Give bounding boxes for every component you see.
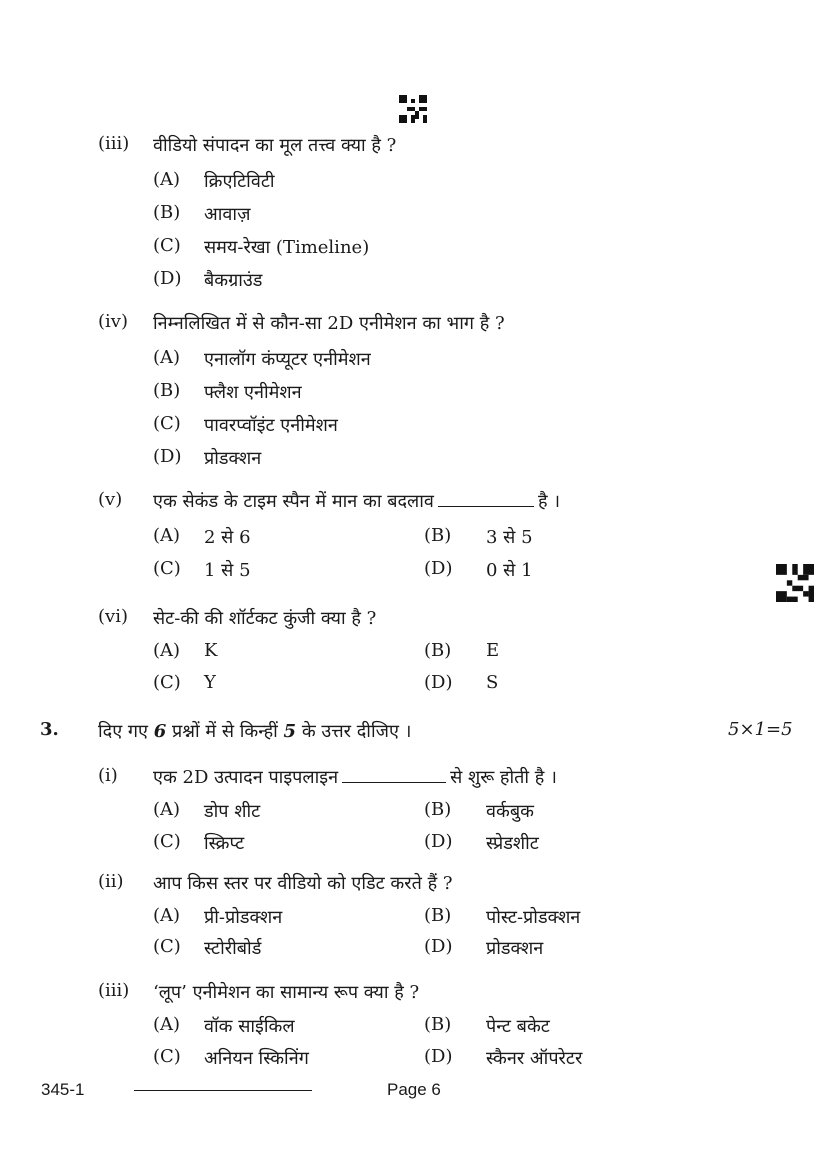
question-number: (iii) [98, 980, 130, 1001]
option-text: स्क्रिप्ट [204, 833, 245, 854]
paper-code: 345-1 [41, 1080, 85, 1099]
question-text: निम्नलिखित में से कौन-सा 2D एनीमेशन का भाग है ? [153, 313, 505, 334]
option-text: क्रिएटिविटी [204, 171, 275, 192]
option-label: (A) [153, 799, 181, 820]
option-text: स्कैनर ऑपरेटर [486, 1048, 583, 1069]
question-number: (iv) [98, 311, 128, 332]
option-text: 0 से 1 [486, 560, 533, 581]
option-text: फ्लैश एनीमेशन [204, 382, 302, 403]
option-text: समय-रेखा (Timeline) [204, 237, 370, 258]
option-text: S [486, 672, 499, 693]
option-label: (A) [153, 640, 181, 661]
option-text: पेन्ट बकेट [486, 1016, 550, 1037]
option-label: (C) [153, 672, 181, 693]
question-number: (i) [98, 765, 118, 786]
option-label: (A) [153, 169, 181, 190]
question-number: (v) [98, 489, 123, 510]
qr-code-icon-top [399, 95, 427, 123]
option-label: (C) [153, 936, 181, 957]
option-label: (B) [424, 799, 452, 820]
question-number: (ii) [98, 871, 124, 892]
option-text: पावरप्वॉइंट एनीमेशन [204, 415, 338, 436]
option-text: 3 से 5 [486, 527, 533, 548]
option-text: K [204, 640, 218, 661]
option-label: (B) [153, 380, 181, 401]
question-text: वीडियो संपादन का मूल तत्त्व क्या है ? [153, 135, 397, 156]
option-label: (D) [424, 1046, 453, 1067]
footer-divider [134, 1090, 312, 1091]
option-label: (D) [424, 831, 453, 852]
option-label: (D) [424, 672, 453, 693]
option-text: अनियन स्किनिंग [204, 1048, 309, 1069]
option-label: (D) [153, 268, 182, 289]
question-number: 3. [40, 719, 59, 740]
option-text: पोस्ट-प्रोडक्शन [486, 907, 581, 928]
marks-label: 5×1=5 [728, 719, 793, 740]
option-text: स्टोरीबोर्ड [204, 938, 262, 959]
option-label: (C) [153, 1046, 181, 1067]
option-label: (A) [153, 347, 181, 368]
question-text: एक सेकंड के टाइम स्पैन में मान का बदलाव है । [153, 491, 561, 512]
question-number: (vi) [98, 606, 128, 627]
option-text: बैकग्राउंड [204, 270, 263, 291]
option-text: प्रोडक्शन [204, 448, 262, 469]
option-label: (D) [424, 558, 453, 579]
option-text: E [486, 640, 500, 661]
option-text: वॉक साईकिल [204, 1016, 295, 1037]
option-label: (A) [153, 1014, 181, 1035]
option-text: स्प्रेडशीट [486, 833, 539, 854]
option-text: प्री-प्रोडक्शन [204, 907, 283, 928]
option-label: (C) [153, 413, 181, 434]
option-label: (B) [424, 525, 452, 546]
question-text: सेट-की की शॉर्टकट कुंजी क्या है ? [153, 608, 377, 629]
option-label: (A) [153, 905, 181, 926]
option-label: (D) [153, 446, 182, 467]
question-text: एक 2D उत्पादन पाइपलाइन से शुरू होती है । [153, 767, 557, 788]
option-text: 1 से 5 [204, 560, 251, 581]
option-label: (C) [153, 831, 181, 852]
question-instruction: दिए गए 6 प्रश्नों में से किन्हीं 5 के उत्तर दीजिए । [98, 721, 412, 742]
option-label: (C) [153, 558, 181, 579]
question-number: (iii) [98, 133, 130, 154]
answer-blank [342, 768, 446, 783]
option-label: (B) [424, 905, 452, 926]
option-text: आवाज़ [204, 204, 251, 225]
page-number: Page 6 [387, 1080, 441, 1099]
option-text: एनालॉग कंप्यूटर एनीमेशन [204, 349, 371, 370]
option-label: (B) [424, 1014, 452, 1035]
answer-blank [438, 492, 534, 507]
option-label: (D) [424, 936, 453, 957]
option-label: (B) [153, 202, 181, 223]
qr-code-icon-side [776, 564, 814, 602]
option-text: Y [204, 672, 216, 693]
option-text: वर्कबुक [486, 801, 534, 822]
option-label: (A) [153, 525, 181, 546]
option-label: (C) [153, 235, 181, 256]
option-text: प्रोडक्शन [486, 938, 544, 959]
question-text: आप किस स्तर पर वीडियो को एडिट करते हैं ? [153, 873, 453, 894]
option-text: डोप शीट [204, 801, 261, 822]
option-text: 2 से 6 [204, 527, 251, 548]
question-text: ‘लूप’ एनीमेशन का सामान्य रूप क्या है ? [153, 982, 420, 1003]
option-label: (B) [424, 640, 452, 661]
